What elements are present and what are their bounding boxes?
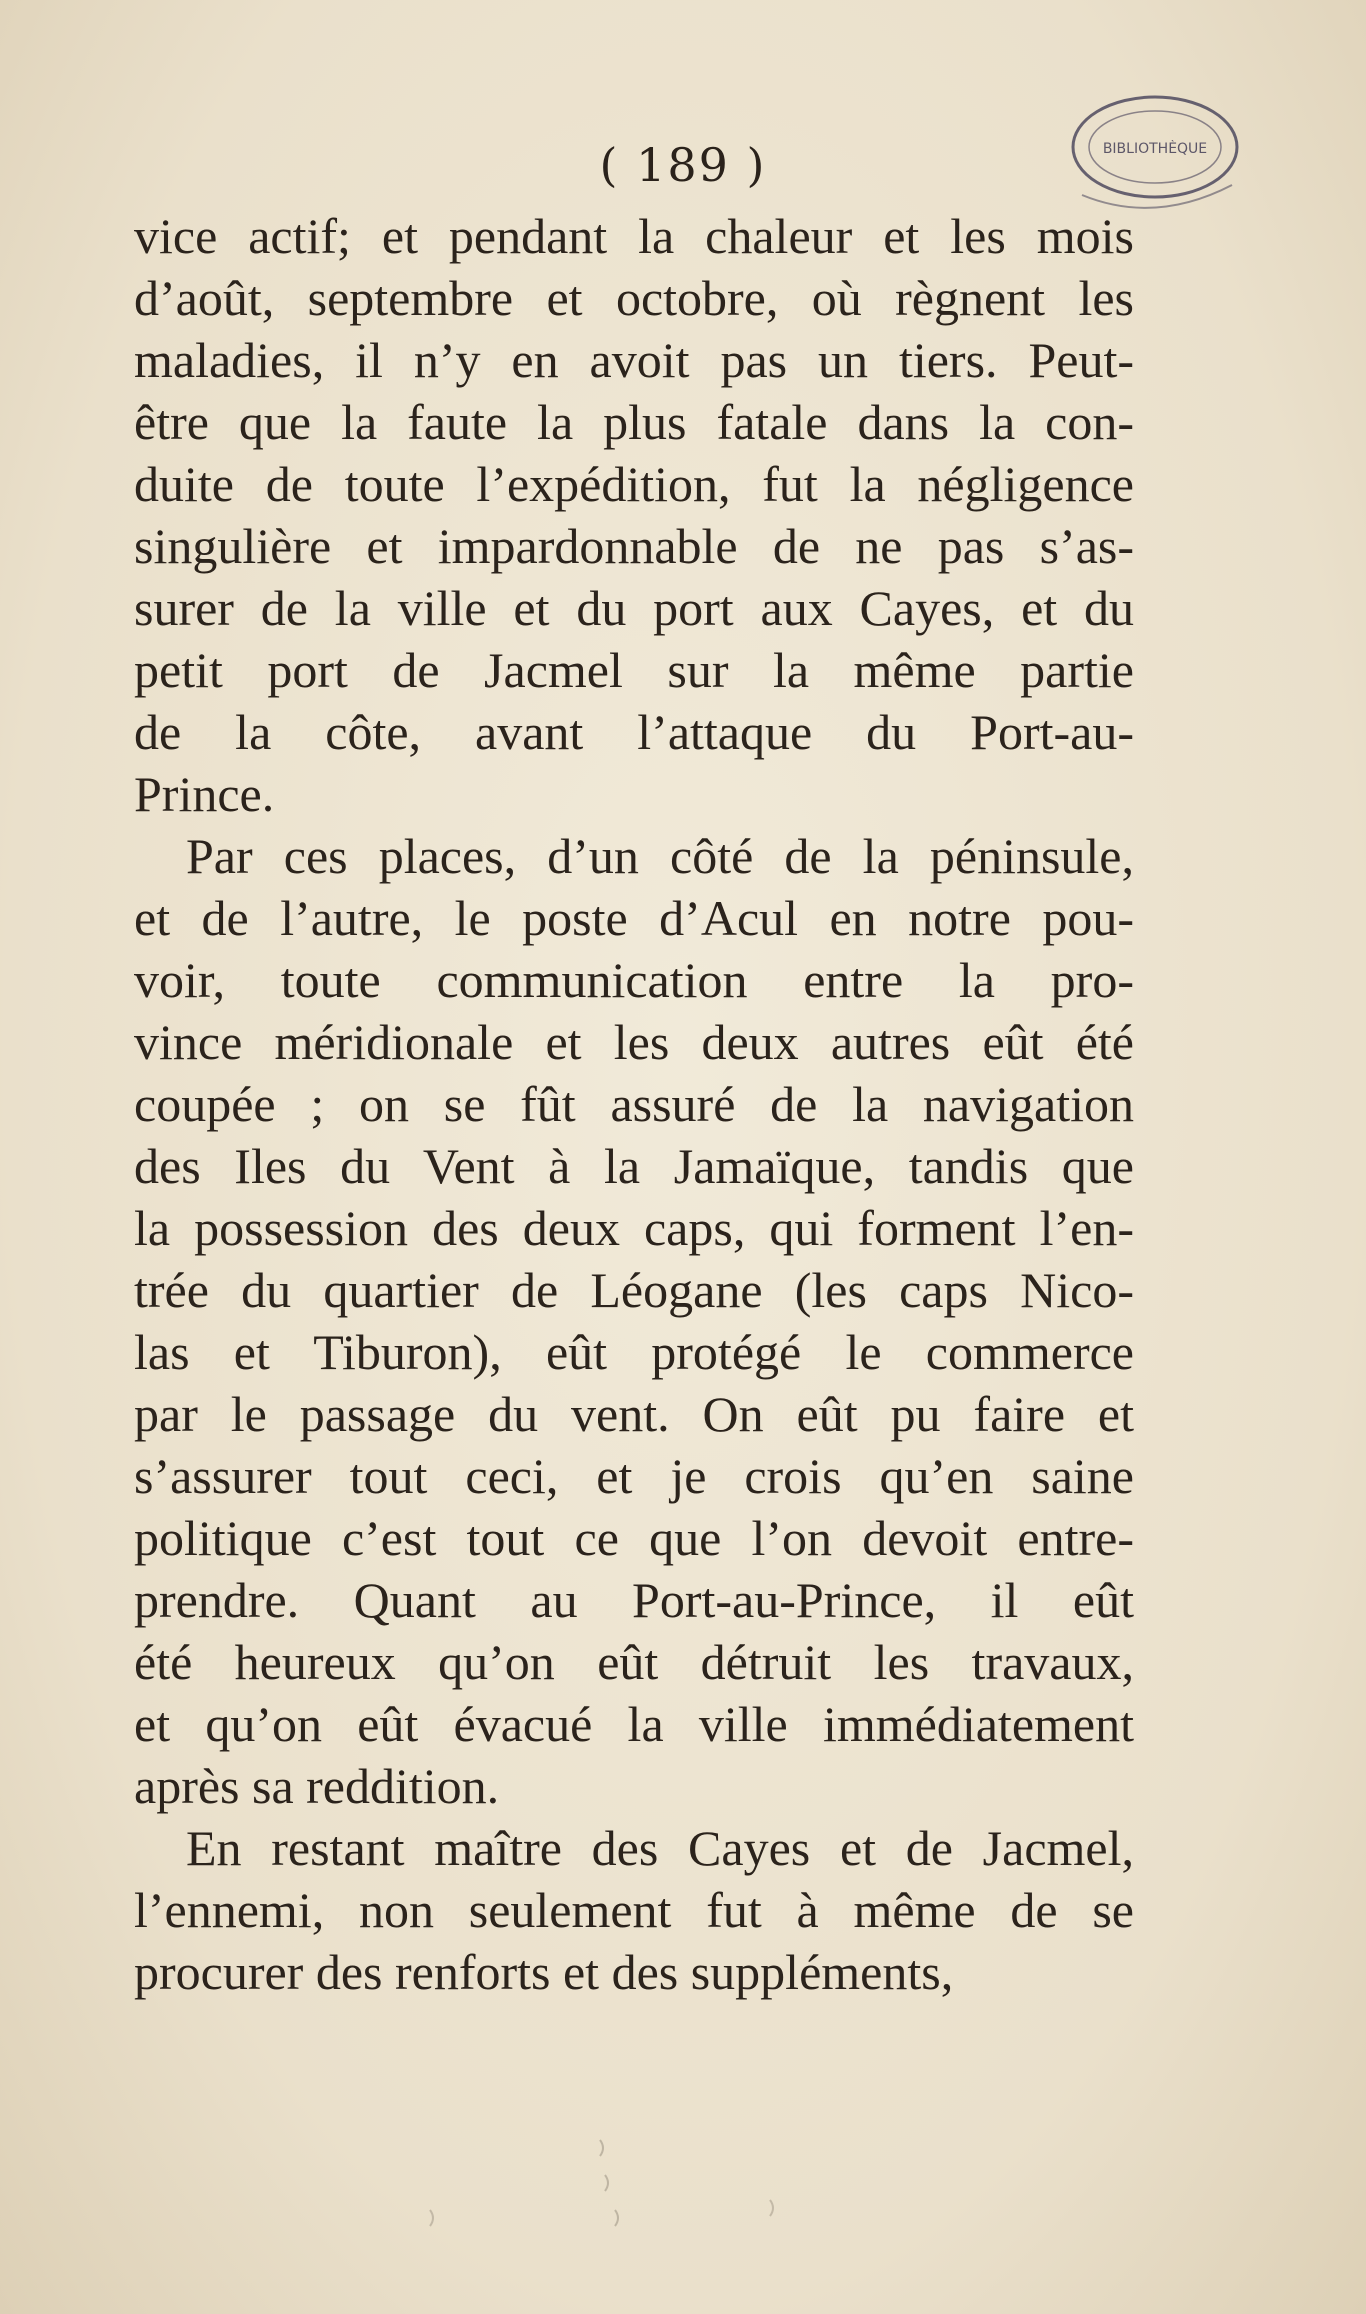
text-line: prendre. Quant au Port-au-Prince, il eût [134, 1572, 1134, 1628]
text-line: été heureux qu’on eût détruit les travaux, [134, 1634, 1134, 1690]
text-line: coupée ; on se fût assuré de la navigation [134, 1076, 1134, 1132]
text-line: procurer des renforts et des suppléments, [134, 1944, 954, 2000]
page-number: ( 189 ) [599, 138, 767, 192]
text-line: voir, toute communication entre la pro- [134, 952, 1134, 1008]
text-line: et qu’on eût évacué la ville immédiatement [134, 1696, 1134, 1752]
text-line: En restant maître des Cayes et de Jacmel, [186, 1820, 1134, 1876]
text-line: et de l’autre, le poste d’Acul en notre pou- [134, 890, 1134, 946]
text-line: vice actif; et pendant la chaleur et les mois [134, 208, 1134, 264]
text-line: Prince. [134, 766, 275, 822]
text-line: d’août, septembre et octobre, où règnent les [134, 270, 1134, 326]
library-stamp [1062, 85, 1248, 215]
text-line: vince méridionale et les deux autres eût été [134, 1014, 1134, 1070]
text-line: s’assurer tout ceci, et je crois qu’en saine [134, 1448, 1134, 1504]
text-line: maladies, il n’y en avoit pas un tiers. Peut- [134, 332, 1134, 388]
text-line: trée du quartier de Léogane (les caps Nico- [134, 1262, 1134, 1318]
stamp-text: BIBLIOTHÈQUE [1102, 141, 1208, 157]
text-line: politique c’est tout ce que l’on devoit entre- [134, 1510, 1134, 1566]
text-line: Par ces places, d’un côté de la péninsule, [186, 828, 1134, 884]
text-line: las et Tiburon), eût protégé le commerce [134, 1324, 1134, 1380]
text-line: des Iles du Vent à la Jamaïque, tandis que [134, 1138, 1134, 1194]
text-line: l’ennemi, non seulement fut à même de se [134, 1882, 1134, 1938]
text-line: singulière et impardonnable de ne pas s’as- [134, 518, 1134, 574]
text-line: par le passage du vent. On eût pu faire et [134, 1386, 1134, 1442]
text-line: être que la faute la plus fatale dans la con- [134, 394, 1134, 450]
text-line: après sa reddition. [134, 1758, 500, 1814]
text-line: duite de toute l’expédition, fut la négligence [134, 456, 1134, 512]
text-line: petit port de Jacmel sur la même partie [134, 642, 1134, 698]
text-line: la possession des deux caps, qui forment l’en- [134, 1200, 1134, 1256]
text-line: de la côte, avant l’attaque du Port-au- [134, 704, 1134, 760]
body-text [134, 205, 1134, 2003]
text-line: surer de la ville et du port aux Cayes, et du [134, 580, 1134, 636]
